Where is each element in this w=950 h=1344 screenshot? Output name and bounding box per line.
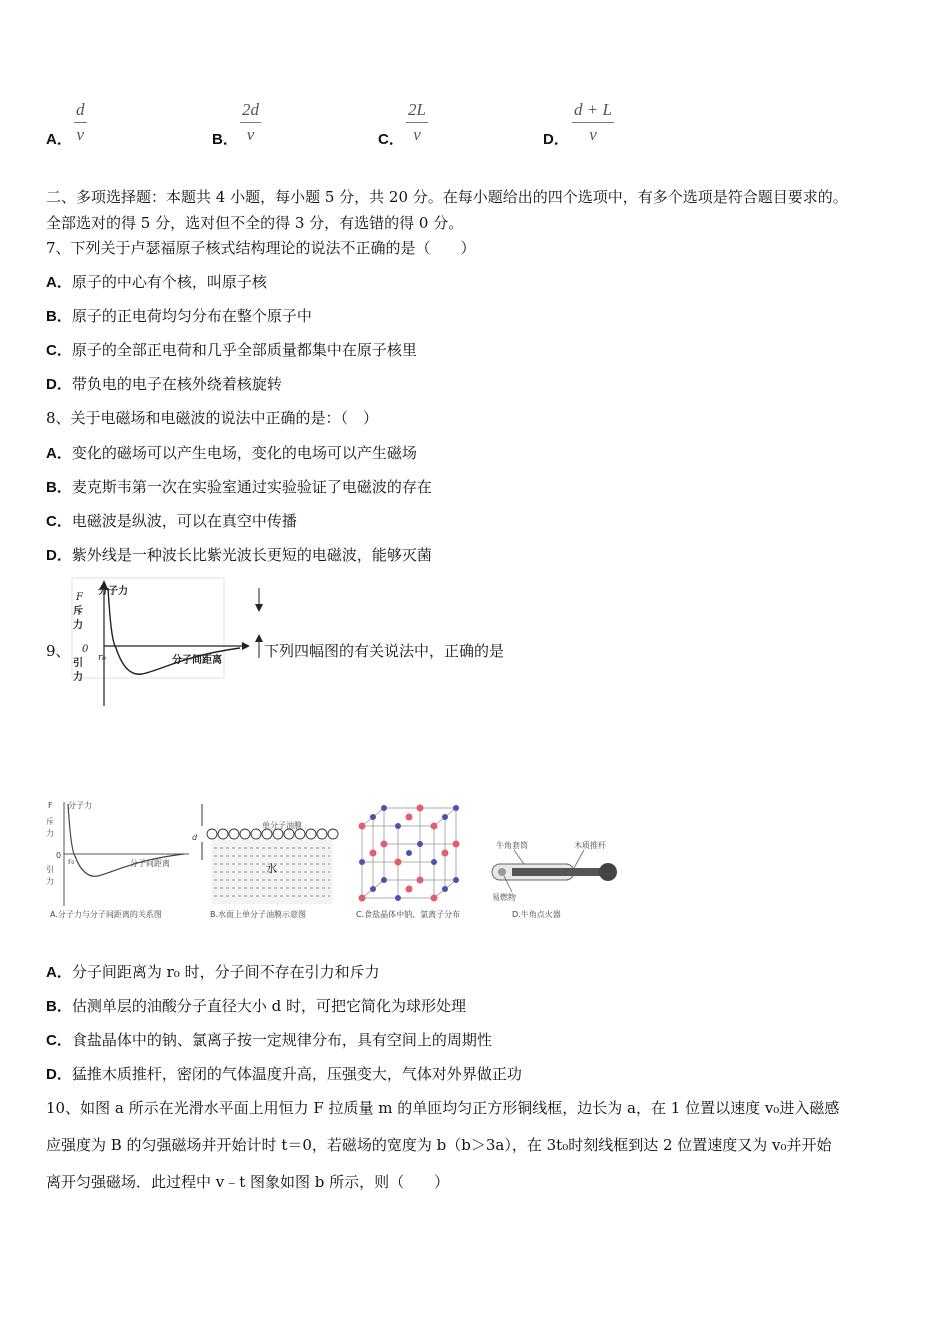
q9-option-a bbox=[46, 961, 380, 982]
fig-a-origin: 0 bbox=[56, 851, 62, 860]
graph-attraction-char1: 引 bbox=[73, 658, 83, 669]
q6-option-c-label: C． bbox=[378, 131, 404, 148]
fig-c-ions bbox=[359, 805, 460, 902]
q8-option-a-text: 变化的磁场可以产生电场，变化的电场可以产生磁场 bbox=[71, 444, 417, 462]
graph-attraction-char2: 力 bbox=[73, 672, 83, 683]
q9-option-a-text: 分子间距离为 r₀ 时，分子间不存在引力和斥力 bbox=[71, 963, 380, 981]
q6-option-a-denominator: v bbox=[76, 125, 85, 144]
q6-option-b-fraction bbox=[240, 100, 261, 145]
figure-d bbox=[492, 840, 617, 919]
q8-option-a bbox=[46, 442, 417, 463]
section2-line1: 二、多项选择题：本题共 4 小题，每小题 5 分，共 20 分。在每小题给出的四个选项中，有多个选项是符合题目要求的。 bbox=[46, 188, 848, 206]
q8-option-d-label: D． bbox=[46, 547, 72, 564]
fig-a-xlabel: 分子间距离 bbox=[130, 859, 170, 868]
q9-option-b-text: 估测单层的油酸分子直径大小 d 时，可把它简化为球形处理 bbox=[71, 997, 466, 1015]
q10-line3: 离开匀强磁场．此过程中 v﹣t 图象如图 b 所示，则（ ） bbox=[46, 1173, 450, 1191]
q6-option-a-numerator: d bbox=[74, 100, 87, 123]
fig-a-att2: 力 bbox=[46, 877, 54, 886]
q8-option-b bbox=[46, 476, 432, 497]
graph-x-label: 分子间距离 bbox=[172, 655, 222, 666]
up-arrow-head bbox=[255, 634, 263, 642]
figure-a bbox=[46, 800, 189, 919]
q6-option-d-denominator: v bbox=[589, 125, 597, 144]
section2-line2: 全部选对的得 5 分，选对但不全的得 3 分，有选错的得 0 分。 bbox=[46, 214, 464, 232]
q9-option-d-text: 猛推木质推杆，密闭的气体温度升高，压强变大，气体对外界做正功 bbox=[71, 1065, 522, 1083]
q7-stem: 7、下列关于卢瑟福原子核式结构理论的说法不正确的是（ ） bbox=[46, 239, 476, 257]
q6-option-c-denominator: v bbox=[413, 125, 421, 144]
q10-line1: 10、如图 a 所示在光滑水平面上用恒力 F 拉质量 m 的单匝均匀正方形铜线框，边长为 a，在 1 位置以速度 v₀进入磁感 bbox=[46, 1099, 840, 1117]
q8-option-c-text: 电磁波是纵波，可以在真空中传播 bbox=[71, 512, 297, 530]
graph-f-label: F bbox=[76, 592, 83, 603]
q7-option-b-label: B． bbox=[46, 308, 72, 325]
fig-a-r0: r₀ bbox=[68, 857, 75, 866]
fig-d-leader1 bbox=[514, 850, 524, 864]
graph-x-arrow bbox=[242, 642, 250, 650]
q9-option-b-label: B． bbox=[46, 998, 72, 1015]
fig-a-caption: A.分子力与分子间距离的关系图 bbox=[50, 910, 162, 919]
figure-c bbox=[356, 805, 460, 920]
q8-option-c bbox=[46, 510, 297, 531]
fig-d-caption: D.牛角点火器 bbox=[512, 910, 561, 919]
fig-a-rep1: 斥 bbox=[46, 817, 54, 826]
down-arrow-head bbox=[255, 604, 263, 612]
fig-b-label: 单分子油膜 bbox=[262, 821, 302, 830]
q6-option-c-numerator: 2L bbox=[406, 100, 428, 123]
q9-number: 9、 bbox=[46, 642, 71, 660]
q10-line2: 应强度为 B 的匀强磁场并开始计时 t＝0，若磁场的宽度为 b（b＞3a），在 3t₀时刻线框到达 2 位置速度又为 v₀并开始 bbox=[46, 1136, 832, 1154]
graph-origin: 0 bbox=[82, 644, 89, 655]
q9-force-graph bbox=[70, 576, 252, 710]
fig-a-att1: 引 bbox=[46, 865, 54, 874]
fig-d-leader2 bbox=[574, 850, 584, 868]
q6-option-d-numerator: d + L bbox=[572, 100, 614, 123]
fig-a-f: F bbox=[48, 801, 53, 810]
q8-option-a-label: A． bbox=[46, 445, 72, 462]
graph-repulsion-char1: 斥 bbox=[73, 606, 83, 617]
graph-r0: r₀ bbox=[98, 653, 106, 663]
q7-option-d bbox=[46, 373, 282, 394]
fig-d-rod bbox=[512, 868, 604, 876]
fig-d-handle bbox=[599, 863, 617, 881]
q7-option-d-text: 带负电的电子在核外绕着核旋转 bbox=[71, 375, 282, 393]
q7-option-d-label: D． bbox=[46, 376, 72, 393]
q7-option-c bbox=[46, 339, 417, 360]
fig-b-water-label: 水 bbox=[266, 862, 277, 875]
q6-option-b-numerator: 2d bbox=[240, 100, 261, 123]
q6-option-d-label: D． bbox=[543, 131, 569, 148]
q8-option-b-label: B． bbox=[46, 479, 72, 496]
fig-c-caption: C.食盐晶体中钠、氯离子分布 bbox=[356, 910, 461, 919]
q8-stem: 8、关于电磁场和电磁波的说法中正确的是：（ ） bbox=[46, 409, 379, 427]
q6-option-c-fraction bbox=[406, 100, 428, 145]
q7-option-a bbox=[46, 271, 267, 292]
q7-option-b-text: 原子的正电荷均匀分布在整个原子中 bbox=[71, 307, 312, 325]
fig-d-label2: 木质推杆 bbox=[574, 841, 606, 850]
q7-option-c-text: 原子的全部正电荷和几乎全部质量都集中在原子核里 bbox=[71, 341, 417, 359]
fig-b-caption: B.水面上单分子油膜示意图 bbox=[210, 910, 307, 919]
q6-option-d-fraction bbox=[572, 100, 614, 145]
q6-option-b-denominator: v bbox=[246, 125, 255, 144]
q9-option-d bbox=[46, 1063, 522, 1084]
q9-option-c-text: 食盐晶体中的钠、氯离子按一定规律分布，具有空间上的周期性 bbox=[71, 1031, 492, 1049]
q9-option-d-label: D． bbox=[46, 1066, 72, 1083]
q7-option-c-label: C． bbox=[46, 342, 72, 359]
fig-d-tinder bbox=[498, 868, 506, 876]
q8-option-b-text: 麦克斯韦第一次在实验室通过实验验证了电磁波的存在 bbox=[71, 478, 432, 496]
fig-d-label3: 易燃物 bbox=[492, 893, 516, 902]
q9-figures bbox=[44, 796, 634, 924]
graph-title: 分子力 bbox=[98, 586, 128, 597]
fig-a-title: 分子力 bbox=[68, 801, 92, 810]
fig-a-rep2: 力 bbox=[46, 829, 54, 838]
fig-d-label1: 牛角套筒 bbox=[496, 841, 528, 850]
q7-option-a-text: 原子的中心有个核，叫原子核 bbox=[71, 273, 267, 291]
fig-b-molecules bbox=[207, 829, 338, 839]
fig-b-d: d bbox=[192, 833, 198, 842]
q8-option-c-label: C． bbox=[46, 513, 72, 530]
graph-repulsion-char2: 力 bbox=[73, 620, 83, 631]
q8-option-d bbox=[46, 544, 432, 565]
q9-stem: 下列四幅图的有关说法中，正确的是 bbox=[264, 642, 505, 660]
q9-option-c bbox=[46, 1029, 492, 1050]
q7-option-b bbox=[46, 305, 312, 326]
q6-option-a-label: A． bbox=[46, 131, 72, 148]
q6-option-b-label: B． bbox=[212, 131, 238, 148]
q9-option-c-label: C． bbox=[46, 1032, 72, 1049]
figure-b bbox=[192, 804, 338, 919]
q7-option-a-label: A． bbox=[46, 274, 72, 291]
q9-option-a-label: A． bbox=[46, 964, 72, 981]
q6-option-a-fraction bbox=[74, 100, 87, 145]
q8-option-d-text: 紫外线是一种波长比紫光波长更短的电磁波，能够灭菌 bbox=[71, 546, 432, 564]
q9-option-b bbox=[46, 995, 466, 1016]
